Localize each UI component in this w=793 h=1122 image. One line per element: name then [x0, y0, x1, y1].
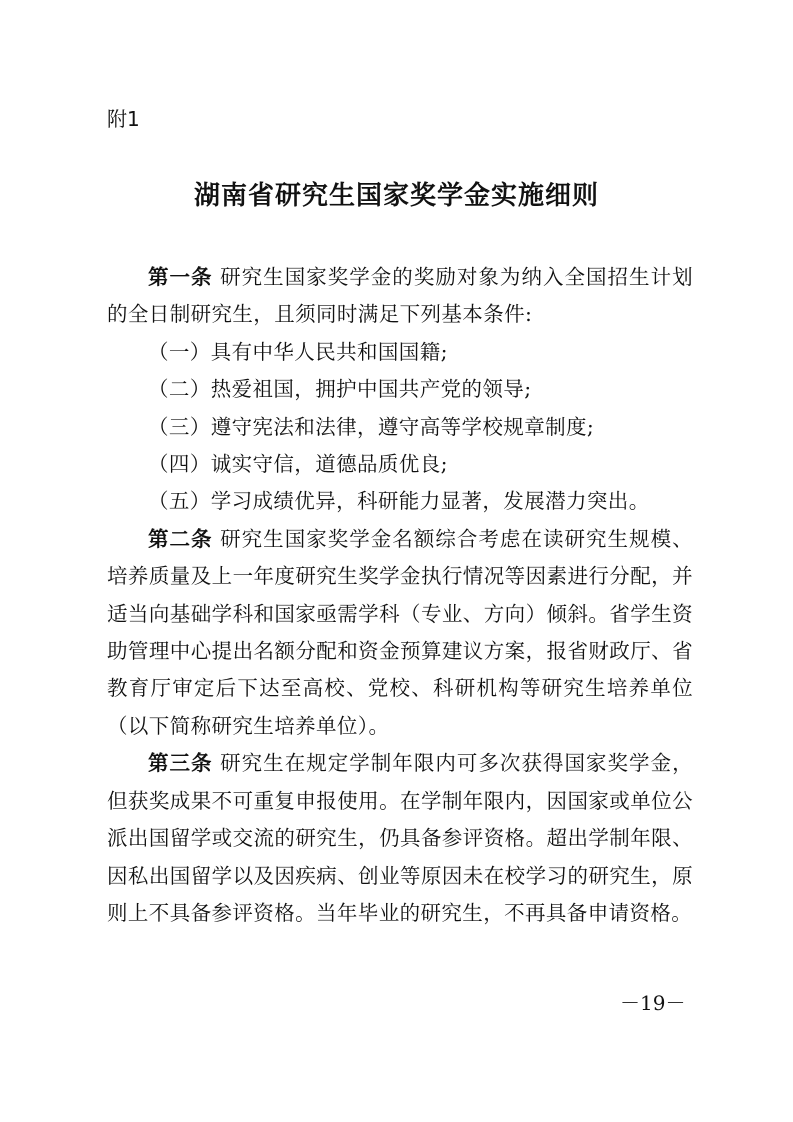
condition-4: （四）诚实守信，道德品质优良; [148, 452, 448, 477]
document-title: 湖南省研究生国家奖学金实施细则 [193, 181, 599, 211]
document-body [107, 259, 693, 932]
article-1-intro: 研究生国家奖学金的奖励对象为纳入全国招生计划的全日制研究生，且须同时满足下列基本条件: [107, 265, 693, 327]
article-2 [107, 521, 693, 745]
article-1 [107, 259, 693, 334]
article-2-text: 研究生国家奖学金名额综合考虑在读研究生规模、培养质量及上一年度研究生奖学金执行情况等因素进行分配，并适当向基础学科和国家亟需学科（专业、方向）倾斜。省学生资助管理中心提出名额分配和资金预算建议方案，报省财政厅、省教育厅审定后下达至高校、党校、科研机构等研究生培养单位（以下简称研究生培养单位）。 [107, 526, 693, 738]
condition-2: （二）热爱祖国，拥护中国共产党的领导; [148, 377, 532, 402]
article-2-head: 第二条 [148, 526, 213, 551]
page-number: －19－ [620, 991, 686, 1015]
article-3-head: 第三条 [148, 751, 213, 776]
condition-5: （五）学习成绩优异，科研能力显著，发展潜力突出。 [148, 489, 650, 514]
article-3-text: 研究生在规定学制年限内可多次获得国家奖学金，但获奖成果不可重复申报使用。在学制年限内，因国家或单位公派出国留学或交流的研究生，仍具备参评资格。超出学制年限、因私出国留学以及因疾病、创业等原因未在校学习的研究生，原则上不具备参评资格。当年毕业的研究生，不再具备申请资格。 [107, 751, 693, 925]
condition-1: （一）具有中华人民共和国国籍; [148, 339, 448, 364]
condition-3: （三）遵守宪法和法律，遵守高等学校规章制度; [148, 414, 595, 439]
article-3 [107, 745, 693, 932]
attachment-label: 附1 [107, 107, 140, 131]
article-1-head: 第一条 [148, 265, 213, 289]
